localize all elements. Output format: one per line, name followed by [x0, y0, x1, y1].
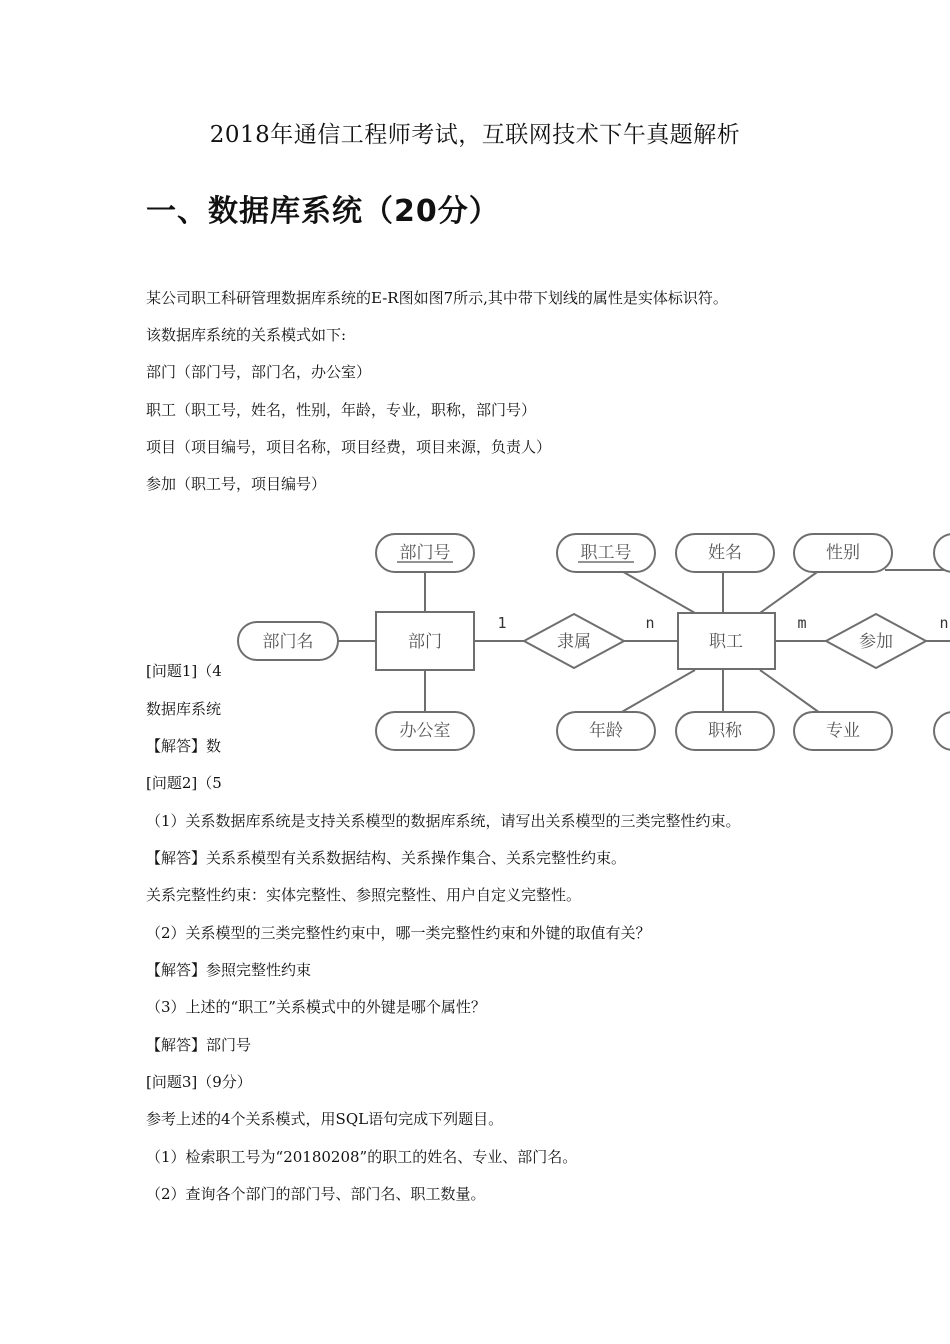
schema-department: 部门（部门号，部门名，办公室）: [146, 363, 372, 381]
section-heading: 一、数据库系统（20分）: [146, 194, 500, 229]
link-emp-empno: [620, 570, 695, 613]
label-major: 专业: [826, 721, 860, 741]
label-employee: 职工: [709, 632, 743, 652]
question-3-text: 参考上述的4个关系模式，用SQL语句完成下列题目。: [146, 1110, 504, 1128]
attr-partial-top: [934, 534, 950, 572]
link-emp-age: [620, 670, 695, 713]
question-2-label: [问题2]（5: [146, 774, 222, 792]
answer-2-part-2: 【解答】参照完整性约束: [146, 961, 312, 979]
label-department: 部门: [408, 632, 442, 652]
cardinality-n-left: n: [645, 614, 655, 632]
paragraph-schema-lead: 该数据库系统的关系模式如下:: [146, 326, 347, 344]
label-gender: 性别: [826, 543, 860, 563]
er-diagram: [230, 520, 950, 765]
answer-2-part-1a: 【解答】关系系模型有关系数据结构、关系操作集合、关系完整性约束。: [146, 849, 627, 867]
link-emp-gender: [760, 570, 820, 613]
schema-participate: 参加（职工号，项目编号）: [146, 475, 327, 493]
cardinality-m: m: [797, 614, 807, 632]
question-1-text: 数据库系统: [146, 700, 222, 718]
er-diagram-svg: [230, 520, 950, 765]
answer-1: 【解答】数: [146, 737, 222, 755]
label-name: 姓名: [708, 543, 742, 563]
cardinality-1: 1: [497, 614, 507, 632]
schema-project: 项目（项目编号，项目名称，项目经费，项目来源，负责人）: [146, 438, 552, 456]
question-2-part-1: （1）关系数据库系统是支持关系模型的数据库系统，请写出关系模型的三类完整性约束。: [146, 812, 741, 830]
label-emp-no: 职工号: [580, 543, 632, 563]
answer-2-part-1b: 关系完整性约束：实体完整性、参照完整性、用户自定义完整性。: [146, 886, 582, 904]
answer-2-part-3: 【解答】部门号: [146, 1036, 252, 1054]
question-3-part-1: （1）检索职工号为“20180208”的职工的姓名、专业、部门名。: [146, 1148, 578, 1166]
document-title: 2018年通信工程师考试，互联网技术下午真题解析: [209, 122, 741, 148]
label-office: 办公室: [399, 721, 451, 741]
cardinality-n-right: n: [939, 614, 949, 632]
label-dept-no: 部门号: [399, 543, 451, 563]
label-title: 职称: [708, 721, 742, 741]
label-join: 参加: [859, 632, 893, 652]
question-2-part-3: （3）上述的“职工”关系模式中的外键是哪个属性？: [146, 998, 486, 1016]
label-dept-name: 部门名: [262, 632, 314, 652]
label-age: 年龄: [589, 721, 623, 741]
schema-employee: 职工（职工号，姓名，性别，年龄，专业，职称，部门号）: [146, 401, 537, 419]
question-3-part-2: （2）查询各个部门的部门号、部门名、职工数量。: [146, 1185, 486, 1203]
attr-partial-bottom: [934, 712, 950, 750]
link-emp-major: [760, 670, 820, 713]
question-1-label: [问题1]（4: [146, 662, 222, 680]
paragraph-intro: 某公司职工科研管理数据库系统的E-R图如图7所示,其中带下划线的属性是实体标识符。: [146, 289, 728, 307]
question-2-part-2: （2）关系模型的三类完整性约束中，哪一类完整性约束和外键的取值有关？: [146, 924, 651, 942]
label-belong: 隶属: [557, 632, 591, 652]
question-3-label: [问题3]（9分）: [146, 1073, 252, 1091]
